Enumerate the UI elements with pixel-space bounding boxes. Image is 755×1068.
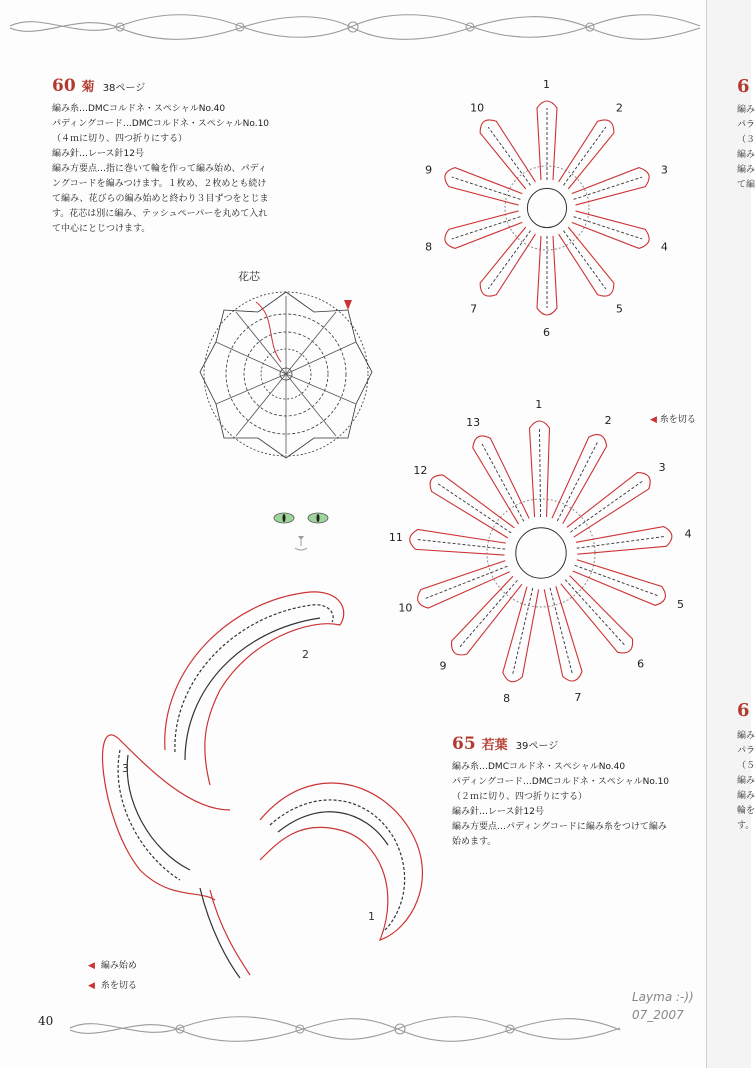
petal-number: 9 (439, 659, 447, 673)
spec-line: 編み方要点…指に巻いて輪を作って編み始め、パディ (52, 164, 267, 174)
adjacent-line: 編み (737, 776, 755, 786)
pattern-65-specs (452, 760, 712, 850)
adjacent-line: 編み (737, 731, 755, 741)
adjacent-title-bottom: 6 (737, 700, 750, 721)
pattern-65-number: 65 (452, 734, 476, 754)
adjacent-line: 編み (737, 165, 755, 175)
pattern-65-page-ref: 39ページ (515, 741, 559, 752)
cat-face-decoration (262, 488, 342, 558)
spec-line: す。花芯は別に編み、テッシュペーパーを丸めて入れ (52, 209, 268, 219)
pattern-60-number: 60 (52, 76, 76, 96)
petal-outline (473, 436, 529, 524)
top-ornament-border (0, 6, 706, 46)
spec-line: パディングコード…DMCコルドネ・スペシャルNo.10 (452, 777, 670, 787)
petal-stitch-line (563, 127, 605, 185)
petal-number: 6 (637, 657, 645, 671)
pattern-60-specs (52, 102, 382, 237)
adjacent-line: 編み (737, 150, 755, 160)
arrow-icon: ◀ (88, 961, 95, 971)
petal-outline (576, 527, 672, 555)
pattern-60-page-ref: 38ページ (102, 83, 146, 94)
petal-stitch-line (437, 483, 511, 533)
petal-stitch-line (570, 481, 643, 532)
spec-line: 編み糸…DMCコルドネ・スペシャルNo.40 (452, 762, 626, 772)
petal-outline (480, 227, 535, 296)
petal-number: 8 (503, 692, 511, 706)
petal-outline (572, 211, 649, 248)
adjacent-line: 編み (737, 791, 755, 801)
petal-number: 2 (615, 101, 623, 115)
petal-outline (544, 586, 582, 681)
flower-center (527, 188, 566, 227)
petal-number: 7 (470, 302, 478, 316)
petal-stitch-line (488, 127, 530, 185)
petal-number: 5 (676, 598, 684, 612)
spec-line: （４ｍに切り、四つ折りにする） (52, 134, 188, 144)
petal-number: 8 (425, 240, 433, 254)
spec-line: （２ｍに切り、四つ折りにする） (452, 792, 588, 802)
adjacent-line: （５ (737, 761, 755, 771)
adjacent-page-strip (706, 0, 755, 1068)
pattern-60-section (52, 76, 382, 237)
petal-number: 10 (470, 101, 485, 115)
petal-number: 2 (604, 414, 612, 428)
leaf-number-2: 2 (302, 648, 309, 661)
petal-number: 9 (425, 163, 433, 177)
pattern-65-section (452, 734, 712, 850)
petal-stitch-line (563, 231, 605, 289)
spec-line: ングコードを編みつけます。１枚め、２枚めとも続け (52, 179, 267, 189)
petal-number: 3 (658, 460, 666, 474)
spec-line: て編み、花びらの編み始めと終わり３目ずつをとじま (52, 194, 269, 204)
petal-number: 1 (543, 78, 550, 91)
pattern-60-title (52, 76, 382, 96)
legend-start (88, 958, 137, 971)
petal-number: 1 (535, 398, 543, 412)
petal-outline (552, 435, 607, 524)
adjacent-line: て編 (737, 180, 755, 190)
petal-outline (410, 529, 506, 555)
legend-start-label: 編み始め (100, 961, 137, 971)
legend-cut-label: 糸を切る (100, 981, 137, 991)
petal-outline (559, 120, 614, 189)
petal-number: 3 (660, 163, 668, 177)
spec-line: 編み針…レース針12号 (52, 149, 145, 159)
petal-outline (559, 227, 614, 296)
petal-stitch-line (577, 536, 665, 548)
leaf-number-1: 1 (368, 910, 375, 923)
adjacent-line: パラ (737, 120, 755, 130)
petal-number: 4 (660, 240, 668, 254)
petal-number: 5 (615, 302, 623, 316)
petal-stitch-line (539, 428, 540, 517)
pattern-65-title (452, 734, 712, 754)
flower-1-diagram (392, 68, 702, 348)
adjacent-line: 輪を (737, 806, 755, 816)
signature-line-1: Layma :-)) (632, 990, 694, 1004)
petal-outline (573, 560, 666, 606)
flower-guide-circle (487, 499, 595, 607)
spec-line: 編み糸…DMCコルドネ・スペシャルNo.40 (52, 104, 226, 114)
cut-thread-label: ◀ 糸を切る (650, 415, 696, 425)
adjacent-line: す。 (737, 821, 755, 831)
arrow-icon: ◀ (88, 981, 95, 991)
petal-number: 12 (413, 463, 428, 477)
adjacent-line: 編み (737, 105, 755, 115)
spec-line: 編み針…レース針12号 (452, 807, 545, 817)
petal-number: 10 (398, 601, 413, 615)
leaf-diagram (50, 570, 460, 990)
adjacent-title-top: 6 (737, 76, 750, 97)
spec-line: パディングコード…DMCコルドネ・スペシャルNo.10 (52, 119, 270, 129)
spec-line: 始めます。 (452, 837, 497, 847)
petal-number: 13 (466, 415, 481, 429)
petal-stitch-line (482, 443, 524, 521)
flower-center-diagram (196, 282, 376, 467)
petal-number: 6 (543, 326, 550, 339)
petal-outline (480, 120, 535, 189)
signature-line-2: 07_2007 (632, 1008, 684, 1022)
leaf-number-3: 3 (122, 762, 129, 775)
petal-outline (445, 168, 522, 205)
spec-line: て中心にとじつけます。 (52, 224, 151, 234)
legend-cut (88, 978, 137, 991)
pattern-65-name: 若葉 (481, 738, 508, 753)
petal-stitch-line (488, 231, 530, 289)
petal-number: 11 (388, 530, 403, 544)
bottom-ornament-border (0, 1008, 706, 1048)
adjacent-line: （３ (737, 135, 755, 145)
petal-number: 7 (574, 691, 582, 705)
petal-number: 4 (684, 527, 692, 541)
pattern-60-name: 菊 (81, 80, 95, 95)
spec-line: 編み方要点…パディングコードに編み糸をつけて編み (452, 822, 667, 832)
center-label: 花芯 (238, 270, 260, 283)
petal-stitch-line (557, 442, 597, 521)
adjacent-line: パラ (737, 746, 755, 756)
flower-center (516, 528, 566, 578)
page-number: 40 (38, 1014, 54, 1028)
